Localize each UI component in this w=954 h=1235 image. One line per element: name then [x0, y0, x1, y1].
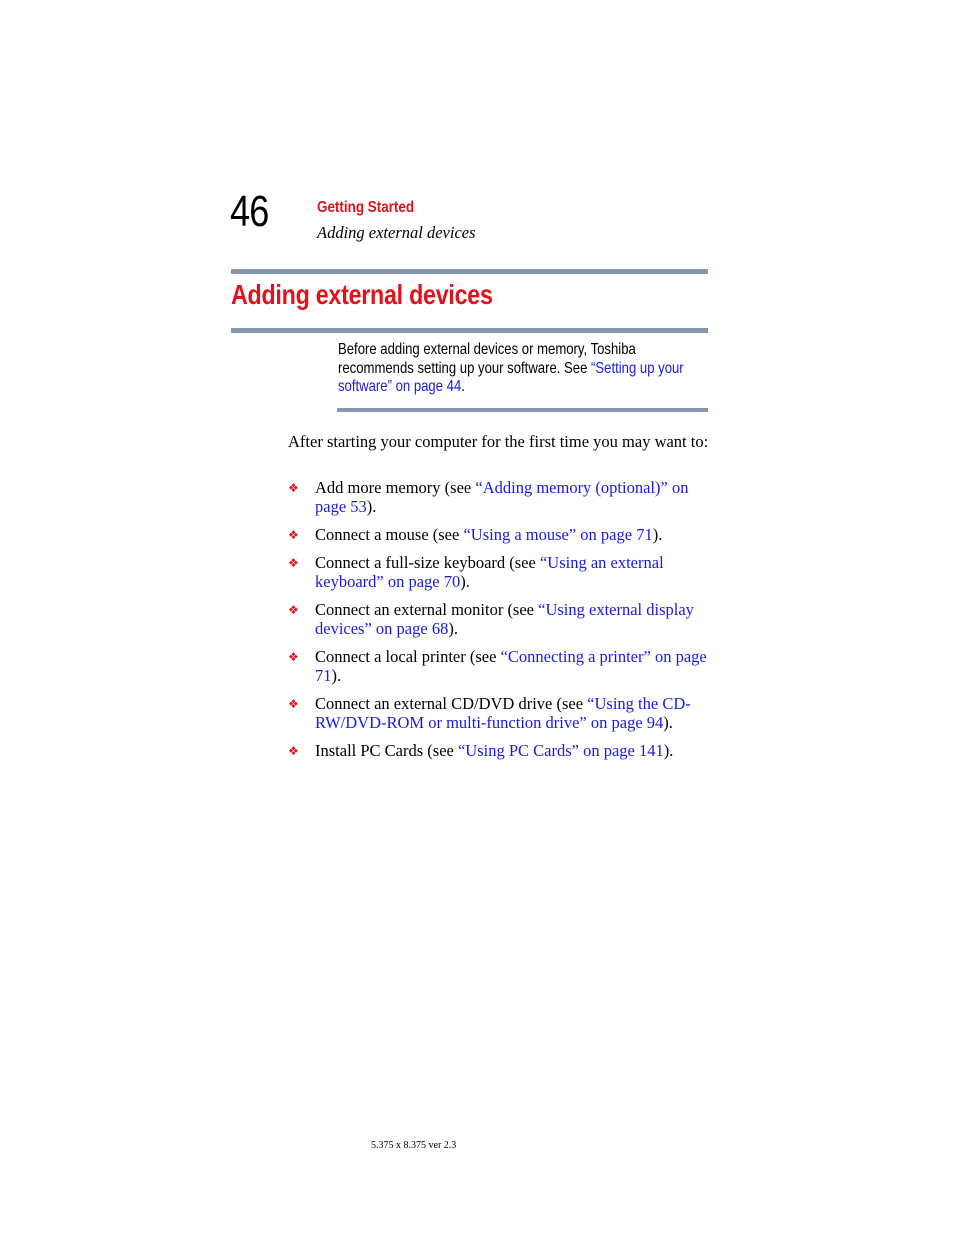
list-item: [288, 742, 712, 761]
diamond-bullet-icon: ❖: [288, 696, 299, 711]
note-after: .: [461, 378, 465, 395]
list-item: [288, 695, 712, 732]
list-item-text: Connect an external CD/DVD drive (see: [315, 693, 588, 713]
list-item-link[interactable]: “Using an external keyboard” on page 70: [315, 553, 664, 591]
list-item-link[interactable]: “Adding memory (optional)” on page 53: [315, 478, 689, 516]
list-item-link[interactable]: “Connecting a printer” on page 71: [315, 646, 707, 685]
list-item-text: Connect a mouse (see: [315, 524, 464, 544]
note-box: [338, 341, 699, 397]
note-link[interactable]: “Setting up your software” on page 44: [338, 359, 684, 395]
list-item: [288, 554, 712, 591]
diamond-bullet-icon: ❖: [288, 527, 299, 542]
list-item-after: ).: [331, 665, 342, 685]
list-item: [288, 526, 712, 545]
diamond-bullet-icon: ❖: [288, 556, 299, 571]
list-item-after: ).: [663, 740, 674, 760]
page-footer: 5.375 x 8.375 ver 2.3: [371, 1140, 457, 1151]
chapter-title: Getting Started: [317, 199, 415, 216]
list-item: [288, 479, 712, 516]
list-item-text: Connect a local printer (see: [315, 646, 501, 666]
list-item-after: ).: [652, 524, 663, 544]
list-item: [288, 648, 712, 685]
title-rule-bottom: [231, 328, 708, 333]
list-item-text: Connect a full-size keyboard (see: [315, 553, 540, 573]
page-number: 46: [230, 187, 269, 236]
list-item: [288, 601, 712, 638]
list-item-after: ).: [366, 496, 377, 516]
list-item-link[interactable]: “Using PC Cards” on page 141: [457, 740, 664, 760]
list-item-link[interactable]: “Using external display devices” on page 68: [315, 600, 694, 638]
device-list: [288, 479, 712, 770]
note-rule: [337, 408, 708, 412]
title-rule-top: [231, 269, 708, 274]
diamond-bullet-icon: ❖: [288, 603, 299, 618]
intro-paragraph: After starting your computer for the first time you may want to:: [288, 432, 709, 451]
list-item-text: Connect an external monitor (see: [315, 600, 539, 620]
diamond-bullet-icon: ❖: [288, 743, 299, 758]
diamond-bullet-icon: ❖: [288, 649, 299, 664]
list-item-link[interactable]: “Using the CD-RW/DVD-ROM or multi-function drive” on page 94: [315, 693, 691, 732]
list-item-after: ).: [448, 618, 458, 638]
diamond-bullet-icon: ❖: [288, 481, 299, 495]
note-text: Before adding external devices or memory, Toshiba recommends setting up your software. See: [338, 341, 636, 377]
list-item-after: ).: [460, 571, 470, 591]
section-title: Adding external devices: [231, 279, 493, 310]
list-item-after: ).: [663, 712, 673, 732]
list-item-text: Install PC Cards (see: [315, 740, 458, 760]
section-subheading: Adding external devices: [317, 223, 476, 242]
list-item-text: Add more memory (see: [315, 478, 476, 497]
list-item-link[interactable]: “Using a mouse” on page 71: [463, 524, 653, 544]
